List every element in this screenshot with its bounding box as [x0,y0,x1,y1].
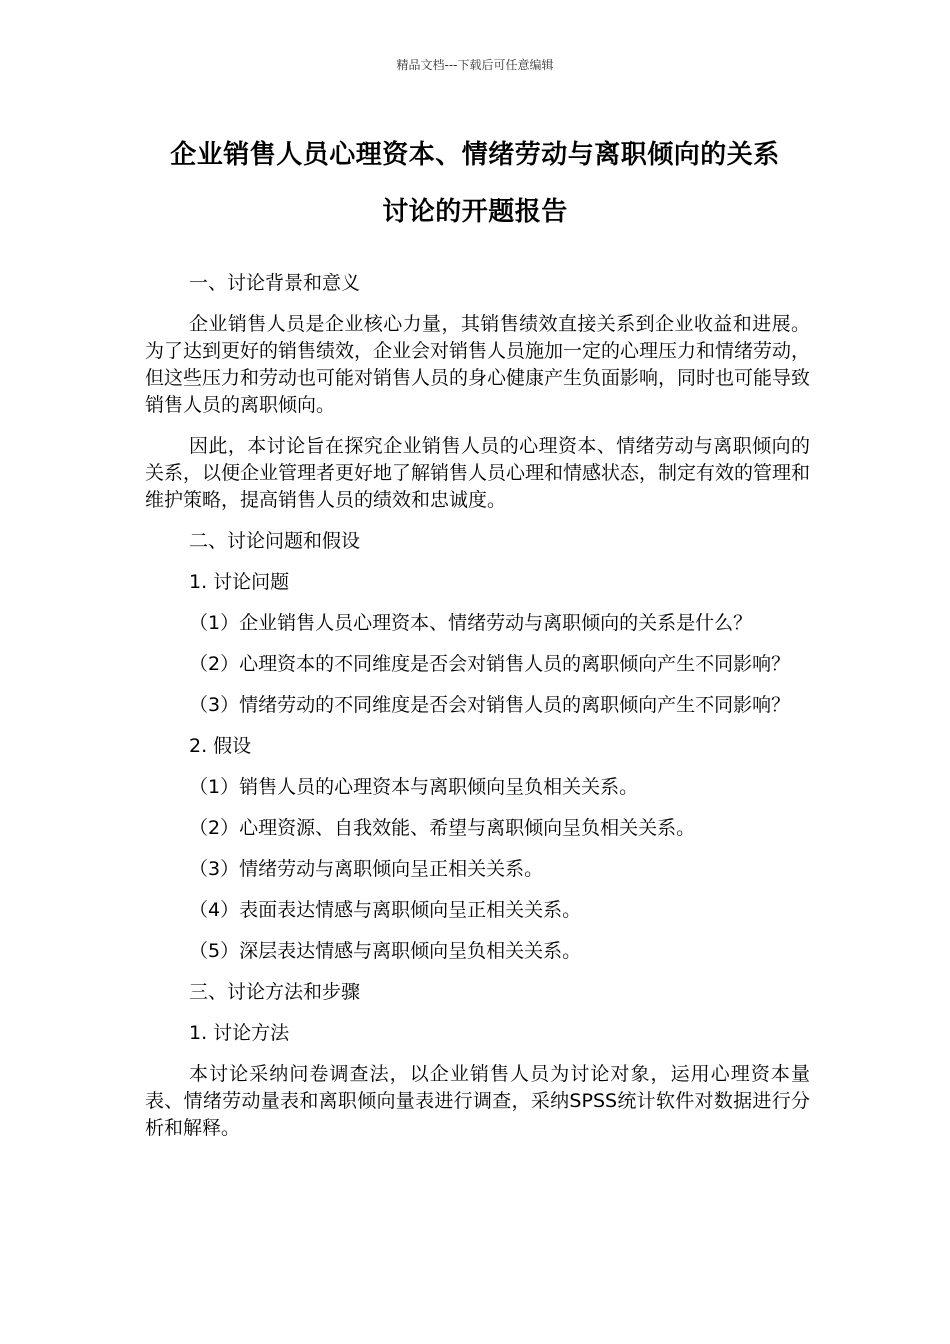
section-heading-questions: 二、讨论问题和假设 [189,530,361,552]
question-item: （1）企业销售人员心理资本、情绪劳动与离职倾向的关系是什么？ [189,612,753,634]
hypothesis-item: （4）表面表达情感与离职倾向呈正相关关系。 [189,899,582,921]
document-title-line-1: 企业销售人员心理资本、情绪劳动与离职倾向的关系 [170,140,780,170]
section-heading-background: 一、讨论背景和意义 [189,272,361,294]
question-item: （2）心理资本的不同维度是否会对销售人员的离职倾向产生不同影响？ [189,653,791,675]
paragraph-background: 企业销售人员是企业核心力量，其销售绩效直接关系到企业收益和进展。为了达到更好的销售绩效，企业会对销售人员施加一定的心理压力和情绪劳动，但这些压力和劳动也可能对销售人员的身心健康产生负面影响，同时也可能导致销售人员的离职倾向。 [145,313,811,416]
hypothesis-item: （2）心理资源、自我效能、希望与离职倾向呈负相关关系。 [189,817,696,839]
document-title-line-2: 讨论的开题报告 [382,197,568,227]
question-item: （3）情绪劳动的不同维度是否会对销售人员的离职倾向产生不同影响？ [189,694,791,716]
subheading-hypotheses: 2. 假设 [189,735,252,757]
hypothesis-item: （5）深层表达情感与离职倾向呈负相关关系。 [189,940,582,962]
paragraph-purpose: 因此，本讨论旨在探究企业销售人员的心理资本、情绪劳动与离职倾向的关系，以便企业管理者更好地了解销售人员心理和情感状态，制定有效的管理和维护策略，提高销售人员的绩效和忠诚度。 [145,435,811,511]
section-heading-methods: 三、讨论方法和步骤 [189,981,361,1003]
subheading-methods: 1. 讨论方法 [189,1022,290,1044]
document-body [145,270,810,1156]
header-note: 精品文档---下载后可任意编辑 [396,58,554,72]
subheading-questions: 1. 讨论问题 [189,571,290,593]
paragraph-methods: 本讨论采纳问卷调查法，以企业销售人员为讨论对象，运用心理资本量表、情绪劳动量表和离职倾向量表进行调查，采纳SPSS统计软件对数据进行分析和解释。 [145,1063,810,1139]
hypothesis-item: （1）销售人员的心理资本与离职倾向呈负相关关系。 [189,776,639,798]
hypothesis-item: （3）情绪劳动与离职倾向呈正相关关系。 [189,858,544,880]
